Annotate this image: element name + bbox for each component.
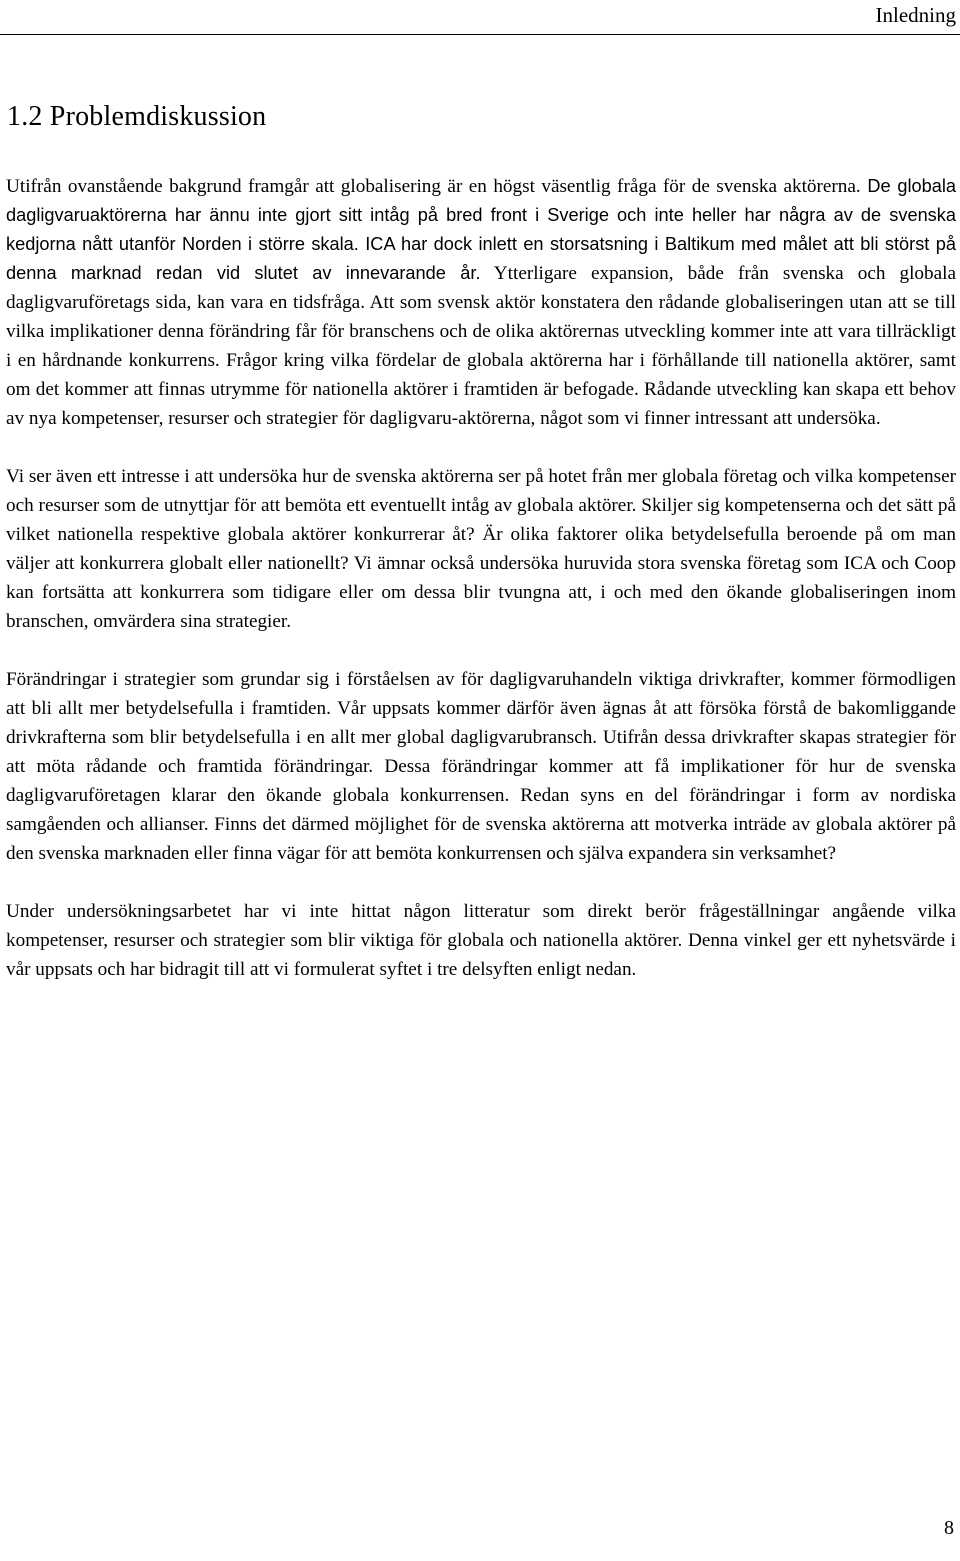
paragraph-1-sentence-1: Utifrån ovanstående bakgrund framgår att globalisering är en högst väsentlig fråga för de svenska aktörerna. bbox=[6, 176, 861, 197]
page-number: 8 bbox=[944, 1517, 954, 1539]
paragraph-1-sentence-3: Ytterligare expansion, både från svenska och globala dagligvaruföretags sida, kan vara en tidsfråga. bbox=[6, 263, 956, 313]
paragraph-3: Förändringar i strategier som grundar sig i förståelsen av för dagligvaruhandeln viktiga drivkrafter, kommer förmodligen att bli allt mer betydelsefulla i framtiden. Vår uppsats kommer därför även ägnas åt att försöka förstå de bakomliggande drivkrafterna som blir betydelsefulla i en allt mer global dagligvarubransch. Utifrån dessa drivkrafter skapas strategier för att möta rådande och framtida förändringar. Dessa förändringar kommer att få implikationer för hur de svenska dagligvaruföretagen klarar den ökande globala konkurrensen. Redan syns en del förändringar i form av nordiska samgåenden och allianser. Finns det därmed möjlighet för de svenska aktörerna att motverka inträde av globala aktörer på den svenska marknaden eller finna vägar för att bemöta konkurrensen och själva expandera sin verksamhet? bbox=[6, 669, 956, 864]
page-header bbox=[0, 0, 960, 35]
paragraph-4: Under undersökningsarbetet har vi inte hittat någon litteratur som direkt berör frågeställningar angående vilka kompetenser, resurser och strategier som blir viktiga för globala och nationella aktörer. Denna vinkel ger ett nyhetsvärde i vår uppsats och har bidragit till att vi formulerat syftet i tre delsyften enligt nedan. bbox=[6, 901, 956, 980]
paragraph-1-sentence-2: De globala dagligvaruaktörerna har ännu inte gjort sitt intåg på bred front i Sverige och inte heller har några av de svenska kedjorna nått utanför Norden i större skala. ICA har dock inlett en storsatsning i Baltikum med målet att bli störst på denna marknad redan vid slutet av innevarande år. bbox=[6, 176, 957, 283]
section-heading: 1.2 Problemdiskussion bbox=[7, 101, 267, 132]
paragraph-2: Vi ser även ett intresse i att undersöka hur de svenska aktörerna ser på hotet från mer globala företag och vilka kompetenser och resurser som de utnyttjar för att bemöta ett eventuellt intåg av globala aktörer. Skiljer sig kompetenserna och det sätt på vilket nationella respektive globala aktörer konkurrerar åt? Är olika faktorer olika betydelsefulla beroende på om man väljer att konkurrera globalt eller nationellt? Vi ämnar också undersöka huruvida stora svenska företag som ICA och Coop kan fortsätta att konkurrera som tidigare eller om dessa blir tvungna att, i och med den ökande globaliseringen inom branschen, omvärdera sina strategier. bbox=[6, 466, 956, 632]
body-text bbox=[6, 172, 956, 984]
paragraph-1 bbox=[6, 172, 956, 433]
header-title: Inledning bbox=[875, 3, 956, 27]
paragraph-1-sentence-4: Att som svensk aktör konstatera den rådande globaliseringen utan att se till vilka implikationer denna förändring får för branschens och de olika aktörernas utveckling kommer inte att vara tillräckligt i en hårdnande konkurrens. Frågor kring vilka fördelar de globala aktörerna har i förhållande till nationella aktörer, samt om det kommer att finnas utrymme för nationella aktörer i framtiden är befogade. Rådande utveckling kan skapa ett behov av nya kompetenser, resurser och strategier för dagligvaru-aktörerna, något som vi finner intressant att undersöka. bbox=[6, 292, 957, 429]
